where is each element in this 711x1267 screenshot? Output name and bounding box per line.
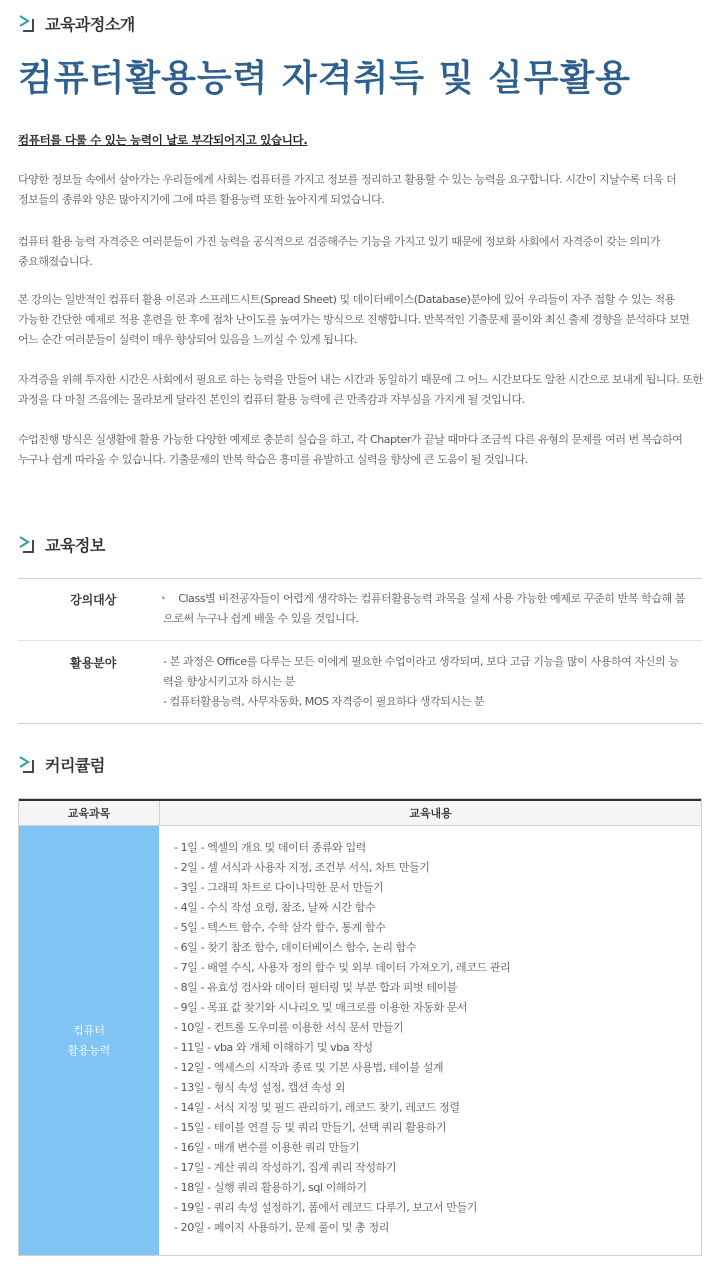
info-value bbox=[158, 579, 702, 640]
curriculum-header-row bbox=[19, 799, 701, 826]
lesson-item: - 6일 - 찾기 참조 함수, 데이터베이스 함수, 논리 함수 bbox=[174, 941, 417, 954]
column-header-content: 교육내용 bbox=[409, 807, 452, 820]
lesson-list bbox=[159, 826, 701, 1255]
lesson-item: - 20일 - 페이지 사용하기, 문제 풀이 및 총 정리 bbox=[174, 1221, 389, 1234]
curriculum-table bbox=[18, 798, 702, 1256]
section-header-curriculum bbox=[18, 751, 105, 777]
section-label: 교육정보 bbox=[45, 535, 105, 555]
section-label: 교육과정소개 bbox=[45, 14, 135, 34]
lesson-item: - 12일 - 엑세스의 시작과 종료 및 기본 사용법, 테이블 설계 bbox=[174, 1061, 444, 1074]
chevron-bracket-icon bbox=[18, 12, 40, 34]
intro-lead: 컴퓨터를 다룰 수 있는 능력이 날로 부각되어지고 있습니다. bbox=[18, 133, 308, 147]
lesson-item: - 4일 - 수식 작성 요령, 참조, 날짜 시간 함수 bbox=[174, 901, 376, 914]
column-header-course: 교육과목 bbox=[19, 801, 160, 825]
lesson-item: - 14일 - 서식 지정 및 필드 관리하기, 레코드 찾기, 레코드 정렬 bbox=[174, 1101, 460, 1114]
bullet-icon: ㆍ bbox=[158, 592, 169, 605]
section-label: 커리큘럼 bbox=[45, 755, 105, 775]
lesson-item: - 3일 - 그래픽 차트로 다이나믹한 문서 만들기 bbox=[174, 881, 384, 894]
lesson-item: - 9일 - 목표 값 찾기와 시나리오 및 매크로를 이용한 자동화 문서 bbox=[174, 1001, 468, 1014]
info-value bbox=[163, 641, 702, 723]
lesson-item: - 5일 - 텍스트 함수, 수학 삼각 함수, 통계 함수 bbox=[174, 921, 386, 934]
intro-paragraph: 수업진행 방식은 실생활에 활용 가능한 다양한 예제로 충분히 실습을 하고, 각 Chapter가 끝날 때마다 조금씩 다른 유형의 문제를 여러 번 복습하여 누구나 쉽게 따라올 수 있습니다. 기출문제의 반복 학습은 흥미를 유발하고 실력을 향상에 큰 도움이 될 것입니다. bbox=[18, 433, 683, 466]
lesson-item: - 19일 - 쿼리 속성 설정하기, 폼에서 레코드 다루기, 보고서 만들기 bbox=[174, 1201, 477, 1214]
course-name-line: 컴퓨터 bbox=[73, 1023, 105, 1037]
lesson-item: - 8일 - 유효성 검사와 데이터 필터링 및 부분 합과 피벗 테이블 bbox=[174, 981, 457, 994]
chevron-bracket-icon bbox=[18, 533, 40, 555]
section-header-edu-info bbox=[18, 531, 105, 557]
lesson-item: - 7일 - 배열 수식, 사용자 정의 함수 및 외부 데이터 가져오기, 레코드 관리 bbox=[174, 961, 511, 974]
page-title: 컴퓨터활용능력 자격취득 및 실무활용 bbox=[18, 58, 632, 99]
info-row-target bbox=[18, 579, 702, 640]
info-line: - 컴퓨터활용능력, 사무자동화, MOS 자격증이 필요하다 생각되시는 분 bbox=[163, 695, 485, 708]
info-key: 활용분야 bbox=[70, 656, 117, 670]
lesson-item: - 15일 - 테이블 연결 등 및 쿼리 만들기, 선택 쿼리 활용하기 bbox=[174, 1121, 447, 1134]
lesson-item: - 18일 - 실행 쿼리 활용하기, sql 이해하기 bbox=[174, 1181, 367, 1194]
lesson-item: - 1일 - 엑셀의 개요 및 데이터 종류와 입력 bbox=[174, 841, 366, 854]
info-key: 강의대상 bbox=[70, 593, 117, 607]
lesson-item: - 10일 - 컨트롤 도우미를 이용한 서식 문서 만들기 bbox=[174, 1021, 404, 1034]
course-name-line: 활용능력 bbox=[67, 1043, 111, 1057]
info-row-field bbox=[18, 640, 702, 723]
intro-paragraph: 자격증을 위해 투자한 시간은 사회에서 필요로 하는 능력을 만들어 내는 시간과 동일하기 때문에 그 어느 시간보다도 알찬 시간으로 보내게 됩니다. 또한 과정을 다 마칠 즈음에는 몰라보게 달라진 본인의 컴퓨터 활용 능력에 큰 만족감과 자부심을 가지게 될 것입니다. bbox=[18, 373, 703, 406]
course-cell bbox=[19, 826, 159, 1255]
chevron-bracket-icon bbox=[18, 753, 40, 775]
intro-paragraph: 다양한 정보들 속에서 살아가는 우리들에게 사회는 컴퓨터를 가지고 정보를 정리하고 활용할 수 있는 능력을 요구합니다. 시간이 지날수록 더욱 더 정보들의 종류와 양은 많아지기에 그에 따른 활용능력 또한 높아지게 되었습니다. bbox=[18, 173, 677, 206]
curriculum-body-row bbox=[19, 826, 701, 1255]
intro-paragraph: 컴퓨터 활용 능력 자격증은 여러분들이 가진 능력을 공식적으로 검증해주는 기능을 가지고 있기 때문에 정보화 사회에서 자격증이 갖는 의미가 중요해졌습니다. bbox=[18, 235, 660, 268]
lesson-item: - 13일 - 형식 속성 설정, 캡션 속성 외 bbox=[174, 1081, 345, 1094]
lesson-item: - 2일 - 셀 서식과 사용자 지정, 조건부 서식, 차트 만들기 bbox=[174, 861, 430, 874]
info-line: Class별 비전공자들이 어렵게 생각하는 컴퓨터활용능력 과목을 실제 사용 가능한 예제로 꾸준히 반복 학습해 봄으로써 누구나 쉽게 배울 수 있을 것입니다. bbox=[163, 592, 686, 625]
info-line: - 본 과정은 Office를 다루는 모든 이에게 필요한 수업이라고 생각되며, 보다 고급 기능을 많이 사용하여 자신의 능력을 향상시키고자 하시는 분 bbox=[163, 655, 679, 688]
lesson-item: - 11일 - vba 와 개체 이해하기 및 vba 작성 bbox=[174, 1041, 373, 1054]
section-header-intro bbox=[18, 10, 135, 36]
intro-paragraph: 본 강의는 일반적인 컴퓨터 활용 이론과 스프레드시트(Spread Sheet) 및 데이터베이스(Database)분야에 있어 우리들이 자주 접할 수 있는 적용 가능한 간단한 예제로 적용 훈련을 한 후에 점차 난이도를 높여가는 방식으로 진행합니다. 반복적인 기출문제 풀이와 최신 출제 경향을 분석하다 보면 어느 순간 여러분들이 실력이 매우 향상되어 있음을 느끼실 수 있게 됩니다. bbox=[18, 293, 690, 346]
lesson-item: - 17일 - 계산 쿼리 작성하기, 집계 쿼리 작성하기 bbox=[174, 1161, 397, 1174]
edu-info-table bbox=[18, 578, 702, 724]
lesson-item: - 16일 - 매개 변수를 이용한 쿼리 만들기 bbox=[174, 1141, 360, 1154]
